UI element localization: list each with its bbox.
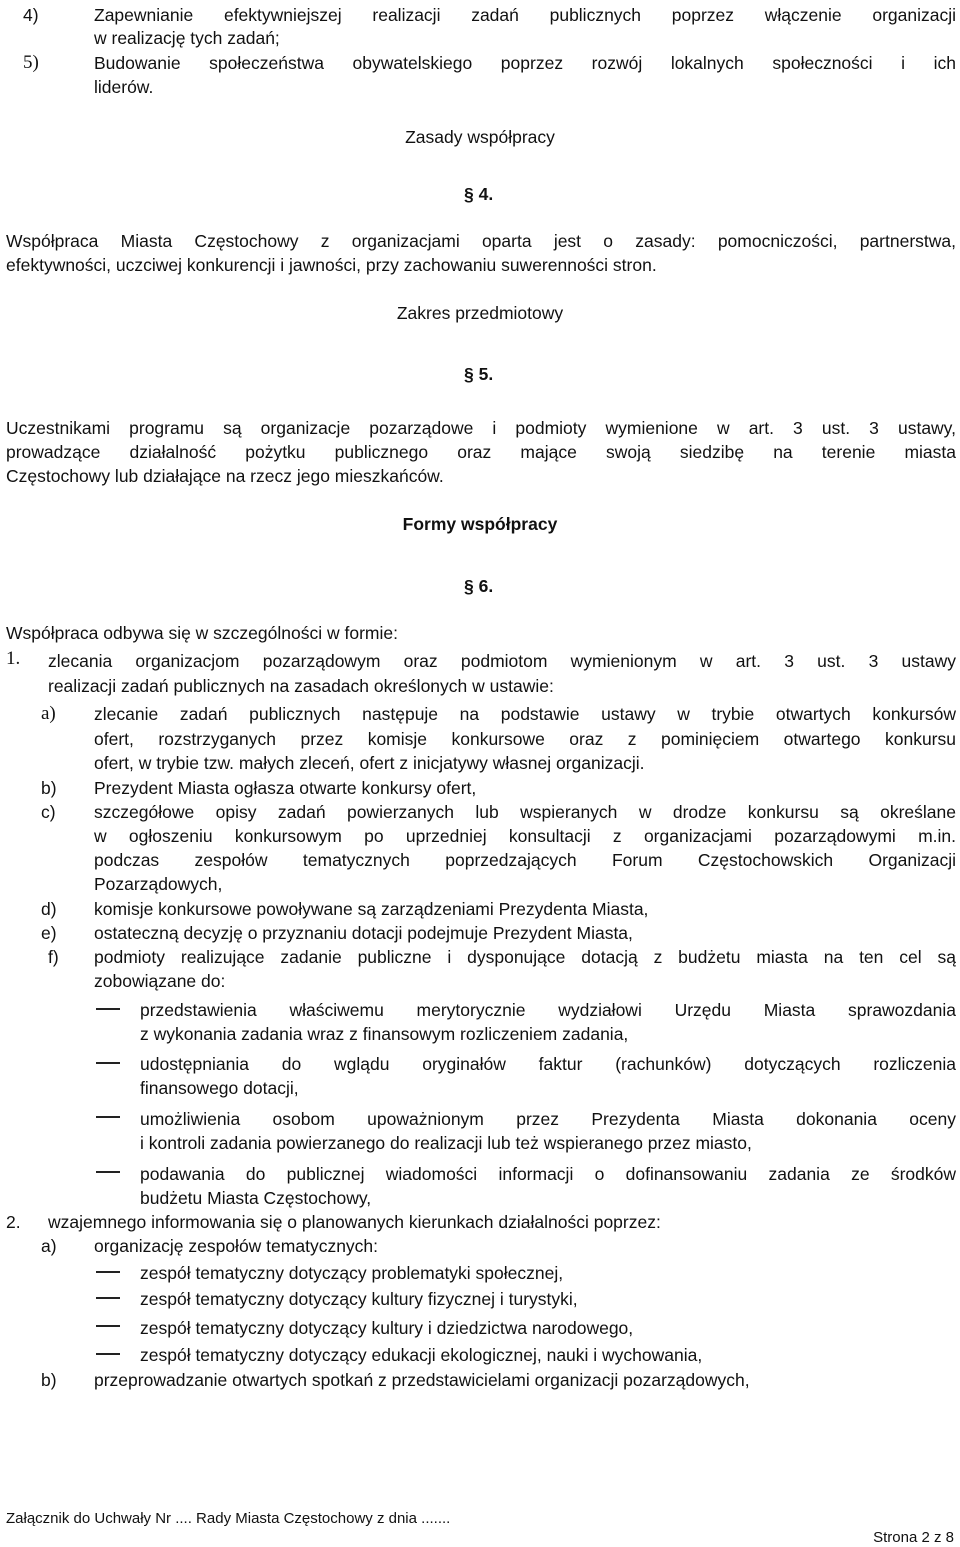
list-item-text: podawania do publicznej wiadomości informacji o dofinansowaniu zadania ze środków [140, 1164, 956, 1184]
list-item-text: liderów. [94, 77, 154, 97]
list-letter: a) [41, 703, 56, 724]
dash-bullet [96, 1062, 120, 1064]
dash-bullet [96, 1116, 120, 1118]
list-item-text: podmioty realizujące zadanie publiczne i dysponujące dotacją z budżetu miasta na ten cel są [94, 947, 956, 967]
list-letter: a) [41, 1236, 57, 1256]
list-item-text: budżetu Miasta Częstochowy, [140, 1188, 372, 1208]
paragraph-text: Współpraca odbywa się w szczególności w formie: [6, 623, 398, 643]
list-item-text: zespół tematyczny dotyczący kultury fizycznej i turystyki, [140, 1289, 578, 1309]
list-item-text: Zapewnianie efektywniejszej realizacji zadań publicznych poprzez włączenie organizacji [94, 5, 956, 25]
section-heading: Zakres przedmiotowy [396, 303, 564, 323]
paragraph-number: § 4. [464, 184, 494, 204]
paragraph-number: § 6. [464, 576, 494, 596]
list-number: 1. [6, 648, 21, 669]
paragraph-text: prowadzące działalność pożytku publicznego oraz mające swoją siedzibę na terenie miasta [6, 442, 956, 462]
list-letter: f) [48, 947, 59, 967]
paragraph-text: Współpraca Miasta Częstochowy z organizacjami oparta jest o zasady: pomocniczości, partnerstwa, [6, 231, 956, 251]
section-heading: Formy współpracy [402, 514, 558, 534]
list-item-text: ofert, rozstrzyganych przez komisje konkursowe oraz z pominięciem otwartego konkursu [94, 729, 956, 749]
paragraph-number: § 5. [464, 364, 494, 384]
list-item-text: Prezydent Miasta ogłasza otwarte konkursy ofert, [94, 778, 477, 798]
list-item-text: podczas zespołów tematycznych poprzedzających Forum Częstochowskich Organizacji [94, 850, 956, 870]
dash-bullet [96, 1325, 120, 1327]
dash-bullet [96, 1171, 120, 1173]
list-item-text: i kontroli zadania powierzanego do realizacji lub też wspieranego przez miasto, [140, 1133, 752, 1153]
section-heading: Zasady współpracy [405, 127, 555, 147]
list-item-text: Budowanie społeczeństwa obywatelskiego poprzez rozwój lokalnych społeczności i ich [94, 53, 956, 73]
list-number: 4) [23, 5, 39, 25]
list-item-text: w ogłoszeniu konkursowym po uprzedniej konsultacji z organizacjami pozarządowymi m.in. [94, 826, 956, 846]
list-item-text: w realizację tych zadań; [94, 28, 280, 48]
list-letter: c) [41, 802, 56, 822]
list-letter: b) [41, 778, 57, 798]
paragraph-text: Częstochowy lub działające na rzecz jego mieszkańców. [6, 466, 444, 486]
list-item-text: Pozarządowych, [94, 874, 223, 894]
dash-bullet [96, 1297, 120, 1299]
list-item-text: zlecanie zadań publicznych następuje na podstawie ustawy w trybie otwartych konkursów [94, 704, 956, 724]
list-item-text: ofert, w trybie tzw. małych zleceń, ofert z inicjatywy własnej organizacji. [94, 753, 645, 773]
page-number: Strona 2 z 8 [873, 1529, 954, 1546]
list-item-text: zobowiązane do: [94, 971, 226, 991]
paragraph-text: Uczestnikami programu są organizacje pozarządowe i podmioty wymienione w art. 3 ust. 3 ustawy, [6, 418, 956, 438]
list-item-text: z wykonania zadania wraz z finansowym rozliczeniem zadania, [140, 1024, 629, 1044]
list-number: 5) [23, 52, 39, 73]
list-item-text: zespół tematyczny dotyczący edukacji ekologicznej, nauki i wychowania, [140, 1345, 703, 1365]
list-item-text: zespół tematyczny dotyczący kultury i dziedzictwa narodowego, [140, 1318, 634, 1338]
list-item-text: wzajemnego informowania się o planowanych kierunkach działalności poprzez: [48, 1212, 661, 1232]
list-item-text: komisje konkursowe powoływane są zarządzeniami Prezydenta Miasta, [94, 899, 649, 919]
dash-bullet [96, 1008, 120, 1010]
list-item-text: umożliwienia osobom upoważnionym przez Prezydenta Miasta dokonania oceny [140, 1109, 956, 1129]
list-letter: b) [41, 1370, 57, 1390]
list-item-text: szczegółowe opisy zadań powierzanych lub wspieranych w drodze konkursu są określane [94, 802, 956, 822]
paragraph-text: efektywności, uczciwej konkurencji i jawności, przy zachowaniu suwerenności stron. [6, 255, 657, 275]
list-item-text: organizację zespołów tematycznych: [94, 1236, 379, 1256]
list-item-text: ostateczną decyzję o przyznaniu dotacji podejmuje Prezydent Miasta, [94, 923, 633, 943]
list-letter: e) [41, 923, 57, 943]
list-item-text: zlecania organizacjom pozarządowym oraz podmiotom wymienionym w art. 3 ust. 3 ustawy [48, 651, 956, 671]
list-item-text: przedstawienia właściwemu merytorycznie wydziałowi Urzędu Miasta sprawozdania [140, 1000, 956, 1020]
dash-bullet [96, 1353, 120, 1355]
list-letter: d) [41, 899, 57, 919]
list-item-text: udostępniania do wglądu oryginałów faktur (rachunków) dotyczących rozliczenia [140, 1054, 956, 1074]
list-item-text: zespół tematyczny dotyczący problematyki społecznej, [140, 1263, 564, 1283]
list-item-text: przeprowadzanie otwartych spotkań z przedstawicielami organizacji pozarządowych, [94, 1370, 750, 1390]
list-item-text: finansowego dotacji, [140, 1078, 299, 1098]
list-number: 2. [6, 1212, 21, 1232]
dash-bullet [96, 1271, 120, 1273]
footer-attachment-note: Załącznik do Uchwały Nr .... Rady Miasta Częstochowy z dnia ....... [6, 1510, 451, 1527]
list-item-text: realizacji zadań publicznych na zasadach określonych w ustawie: [48, 676, 554, 696]
